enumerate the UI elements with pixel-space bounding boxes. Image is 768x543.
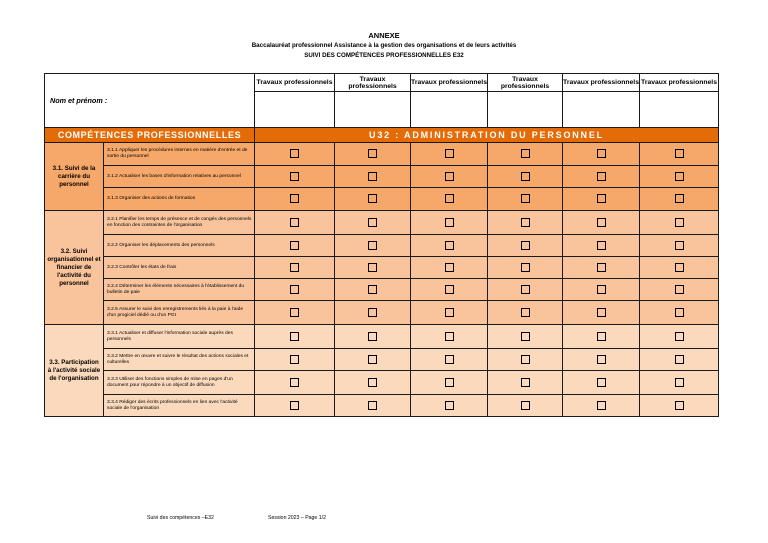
checkbox[interactable] xyxy=(521,263,530,272)
checkbox-cell xyxy=(640,143,719,166)
checkbox[interactable] xyxy=(675,285,684,294)
competence-row xyxy=(45,235,719,257)
checkbox[interactable] xyxy=(445,378,454,387)
checkbox-cell xyxy=(255,166,335,188)
checkbox-cell xyxy=(255,257,335,279)
checkbox-cell xyxy=(335,211,411,235)
checkbox-cell xyxy=(411,188,488,211)
checkbox[interactable] xyxy=(597,332,606,341)
checkbox[interactable] xyxy=(445,401,454,410)
checkbox-cell xyxy=(255,188,335,211)
checkbox[interactable] xyxy=(597,149,606,158)
checkbox[interactable] xyxy=(597,241,606,250)
checkbox[interactable] xyxy=(675,378,684,387)
competence-row xyxy=(45,257,719,279)
checkbox[interactable] xyxy=(597,308,606,317)
checkbox[interactable] xyxy=(368,263,377,272)
checkbox-cell xyxy=(488,211,563,235)
checkbox-cell xyxy=(640,257,719,279)
checkbox-cell xyxy=(563,349,640,371)
checkbox-cell xyxy=(411,371,488,395)
checkbox-cell xyxy=(488,301,563,325)
checkbox[interactable] xyxy=(675,241,684,250)
checkbox-cell xyxy=(335,349,411,371)
checkbox-cell xyxy=(563,188,640,211)
competence-row xyxy=(45,325,719,349)
column-header: Travaux professionnels xyxy=(488,74,563,92)
checkbox-cell xyxy=(563,211,640,235)
annex-title: ANNEXE xyxy=(368,31,400,40)
checkbox-cell xyxy=(640,301,719,325)
checkbox[interactable] xyxy=(368,378,377,387)
checkbox[interactable] xyxy=(368,332,377,341)
checkbox[interactable] xyxy=(445,149,454,158)
checkbox-cell xyxy=(563,166,640,188)
checkbox[interactable] xyxy=(445,218,454,227)
name-cell[interactable] xyxy=(255,92,335,128)
checkbox[interactable] xyxy=(368,172,377,181)
competence-description: 3.3.2 Mettre en œuvre et suivre le résultat des actions sociales et culturelles xyxy=(104,349,255,371)
name-label: Nom et prénom : xyxy=(45,74,255,128)
competence-description: 3.1.1 Appliquer les procédures internes en matière d'entrée et de sortie du personnel xyxy=(104,143,255,166)
checkbox-cell xyxy=(563,325,640,349)
checkbox-cell xyxy=(335,395,411,417)
checkbox[interactable] xyxy=(445,194,454,203)
checkbox[interactable] xyxy=(675,218,684,227)
checkbox[interactable] xyxy=(597,401,606,410)
checkbox-cell xyxy=(640,166,719,188)
name-cell[interactable] xyxy=(488,92,563,128)
checkbox[interactable] xyxy=(675,194,684,203)
name-cell[interactable] xyxy=(411,92,488,128)
checkbox-cell xyxy=(255,211,335,235)
competence-row xyxy=(45,211,719,235)
checkbox-cell xyxy=(255,349,335,371)
checkbox-cell xyxy=(411,279,488,301)
competence-row xyxy=(45,349,719,371)
checkbox[interactable] xyxy=(445,263,454,272)
checkbox[interactable] xyxy=(368,355,377,364)
checkbox-cell xyxy=(488,325,563,349)
column-header: Travaux professionnels xyxy=(335,74,411,92)
competence-description: 3.3.4 Rédiger des écrits professionnels en lien avec l'activité sociale de l'organisation xyxy=(104,395,255,417)
checkbox-cell xyxy=(335,257,411,279)
checkbox[interactable] xyxy=(675,332,684,341)
skill-group-title: 3.1. Suivi de la carrière du personnel xyxy=(45,143,104,211)
checkbox[interactable] xyxy=(290,218,299,227)
checkbox[interactable] xyxy=(675,263,684,272)
checkbox-cell xyxy=(563,371,640,395)
checkbox-cell xyxy=(640,235,719,257)
checkbox[interactable] xyxy=(521,308,530,317)
checkbox[interactable] xyxy=(290,308,299,317)
checkbox[interactable] xyxy=(368,149,377,158)
checkbox-cell xyxy=(255,143,335,166)
competence-description: 3.2.4 Déterminer les éléments nécessaires à l'établissement du bulletin de paie xyxy=(104,279,255,301)
checkbox[interactable] xyxy=(675,355,684,364)
checkbox-cell xyxy=(335,235,411,257)
column-header: Travaux professionnels xyxy=(255,74,335,92)
competence-row xyxy=(45,143,719,166)
checkbox-cell xyxy=(563,301,640,325)
checkbox-cell xyxy=(411,166,488,188)
checkbox-cell xyxy=(488,395,563,417)
checkbox[interactable] xyxy=(368,218,377,227)
checkbox[interactable] xyxy=(368,285,377,294)
column-header: Travaux professionnels xyxy=(411,74,488,92)
competences-table xyxy=(44,73,719,417)
checkbox-cell xyxy=(411,325,488,349)
checkbox[interactable] xyxy=(675,149,684,158)
checkbox[interactable] xyxy=(597,172,606,181)
checkbox[interactable] xyxy=(445,308,454,317)
checkbox-cell xyxy=(411,211,488,235)
competence-description: 3.1.3 Organiser des actions de formation xyxy=(104,188,255,211)
checkbox[interactable] xyxy=(521,172,530,181)
competence-description: 3.2.2 Organiser les déplacements des personnels xyxy=(104,235,255,257)
checkbox-cell xyxy=(563,235,640,257)
checkbox[interactable] xyxy=(368,241,377,250)
column-header: Travaux professionnels xyxy=(640,74,719,92)
checkbox-cell xyxy=(335,325,411,349)
checkbox-cell xyxy=(563,257,640,279)
document-subtitle: Baccalauréat professionnel Assistance à la gestion des organisations et de leurs activités xyxy=(251,42,517,49)
checkbox-cell xyxy=(488,279,563,301)
checkbox-cell xyxy=(255,301,335,325)
checkbox[interactable] xyxy=(521,355,530,364)
checkbox-cell xyxy=(488,371,563,395)
checkbox-cell xyxy=(640,279,719,301)
checkbox[interactable] xyxy=(290,241,299,250)
checkbox[interactable] xyxy=(521,401,530,410)
checkbox-cell xyxy=(255,371,335,395)
checkbox-cell xyxy=(640,371,719,395)
competence-description: 3.2.5 Assurer le suivi des enregistrements liés à la paie à l'aide d'un progiciel dédié ou d'un PGI xyxy=(104,301,255,325)
checkbox[interactable] xyxy=(368,194,377,203)
checkbox[interactable] xyxy=(368,401,377,410)
checkbox[interactable] xyxy=(445,355,454,364)
checkbox-cell xyxy=(640,325,719,349)
checkbox[interactable] xyxy=(368,308,377,317)
section-band xyxy=(45,128,719,143)
checkbox-cell xyxy=(563,279,640,301)
checkbox[interactable] xyxy=(290,378,299,387)
checkbox-cell xyxy=(335,371,411,395)
name-cell[interactable] xyxy=(563,92,640,128)
checkbox-cell xyxy=(411,349,488,371)
name-cell[interactable] xyxy=(640,92,719,128)
checkbox[interactable] xyxy=(597,355,606,364)
competence-row xyxy=(45,395,719,417)
competence-row xyxy=(45,301,719,325)
checkbox[interactable] xyxy=(290,401,299,410)
checkbox-cell xyxy=(411,301,488,325)
checkbox[interactable] xyxy=(521,194,530,203)
skill-group-title: 3.3. Participation à l'activité sociale de l'organisation xyxy=(45,325,104,417)
checkbox-cell xyxy=(488,257,563,279)
checkbox-cell xyxy=(563,143,640,166)
checkbox-cell xyxy=(563,395,640,417)
checkbox-cell xyxy=(488,188,563,211)
checkbox[interactable] xyxy=(521,285,530,294)
checkbox[interactable] xyxy=(290,332,299,341)
competence-row xyxy=(45,371,719,395)
footer-right: Session 2023 – Page 1/2 xyxy=(268,515,326,521)
checkbox-cell xyxy=(640,349,719,371)
checkbox[interactable] xyxy=(290,149,299,158)
checkbox-cell xyxy=(640,188,719,211)
checkbox[interactable] xyxy=(445,241,454,250)
checkbox-cell xyxy=(335,166,411,188)
checkbox[interactable] xyxy=(290,285,299,294)
competence-row xyxy=(45,279,719,301)
checkbox-cell xyxy=(488,235,563,257)
checkbox[interactable] xyxy=(290,355,299,364)
checkbox-cell xyxy=(488,349,563,371)
checkbox-cell xyxy=(488,143,563,166)
checkbox-cell xyxy=(488,166,563,188)
checkbox[interactable] xyxy=(597,218,606,227)
checkbox-cell xyxy=(335,143,411,166)
skill-group-title: 3.2. Suivi organisationnel et financier de l'activité du personnel xyxy=(45,211,104,325)
checkbox[interactable] xyxy=(290,263,299,272)
checkbox[interactable] xyxy=(675,308,684,317)
checkbox-cell xyxy=(255,279,335,301)
checkbox-cell xyxy=(335,188,411,211)
competence-row xyxy=(45,188,719,211)
checkbox[interactable] xyxy=(521,218,530,227)
checkbox[interactable] xyxy=(521,149,530,158)
competence-description: 3.2.1 Planifier les temps de présence et de congés des personnels en fonction des contraintes de l'organisation xyxy=(104,211,255,235)
competence-description: 3.2.3 Contrôler les états de frais xyxy=(104,257,255,279)
name-cell[interactable] xyxy=(335,92,411,128)
column-header: Travaux professionnels xyxy=(563,74,640,92)
checkbox[interactable] xyxy=(597,194,606,203)
band-competences: COMPÉTENCES PROFESSIONNELLES xyxy=(45,128,255,143)
checkbox-cell xyxy=(411,235,488,257)
footer-left: Suivi des compétences –E32 xyxy=(147,515,214,521)
checkbox[interactable] xyxy=(290,172,299,181)
competence-description: 3.3.3 Utiliser des fonctions simples de mise en pages d'un document pour répondre à un objectif de diffusion xyxy=(104,371,255,395)
checkbox[interactable] xyxy=(521,241,530,250)
checkbox[interactable] xyxy=(445,172,454,181)
competence-row xyxy=(45,166,719,188)
checkbox-cell xyxy=(255,395,335,417)
competence-description: 3.1.2 Actualiser les bases d'information relatives au personnel xyxy=(104,166,255,188)
checkbox-cell xyxy=(411,257,488,279)
checkbox-cell xyxy=(335,279,411,301)
checkbox-cell xyxy=(411,395,488,417)
checkbox[interactable] xyxy=(675,172,684,181)
checkbox[interactable] xyxy=(521,332,530,341)
checkbox-cell xyxy=(411,143,488,166)
checkbox-cell xyxy=(640,395,719,417)
checkbox-cell xyxy=(335,301,411,325)
checkbox[interactable] xyxy=(675,401,684,410)
checkbox-cell xyxy=(255,235,335,257)
checkbox[interactable] xyxy=(597,263,606,272)
checkbox[interactable] xyxy=(521,378,530,387)
document-subtitle-2: SUIVI DES COMPÉTENCES PROFESSIONNELLES E32 xyxy=(304,52,464,59)
checkbox-cell xyxy=(255,325,335,349)
checkbox[interactable] xyxy=(290,194,299,203)
checkbox[interactable] xyxy=(597,378,606,387)
competence-description: 3.3.1 Actualiser et diffuser l'information sociale auprès des personnels xyxy=(104,325,255,349)
checkbox[interactable] xyxy=(445,285,454,294)
checkbox-cell xyxy=(640,211,719,235)
band-unit: U32 : ADMINISTRATION DU PERSONNEL xyxy=(255,128,719,143)
checkbox[interactable] xyxy=(445,332,454,341)
checkbox[interactable] xyxy=(597,285,606,294)
